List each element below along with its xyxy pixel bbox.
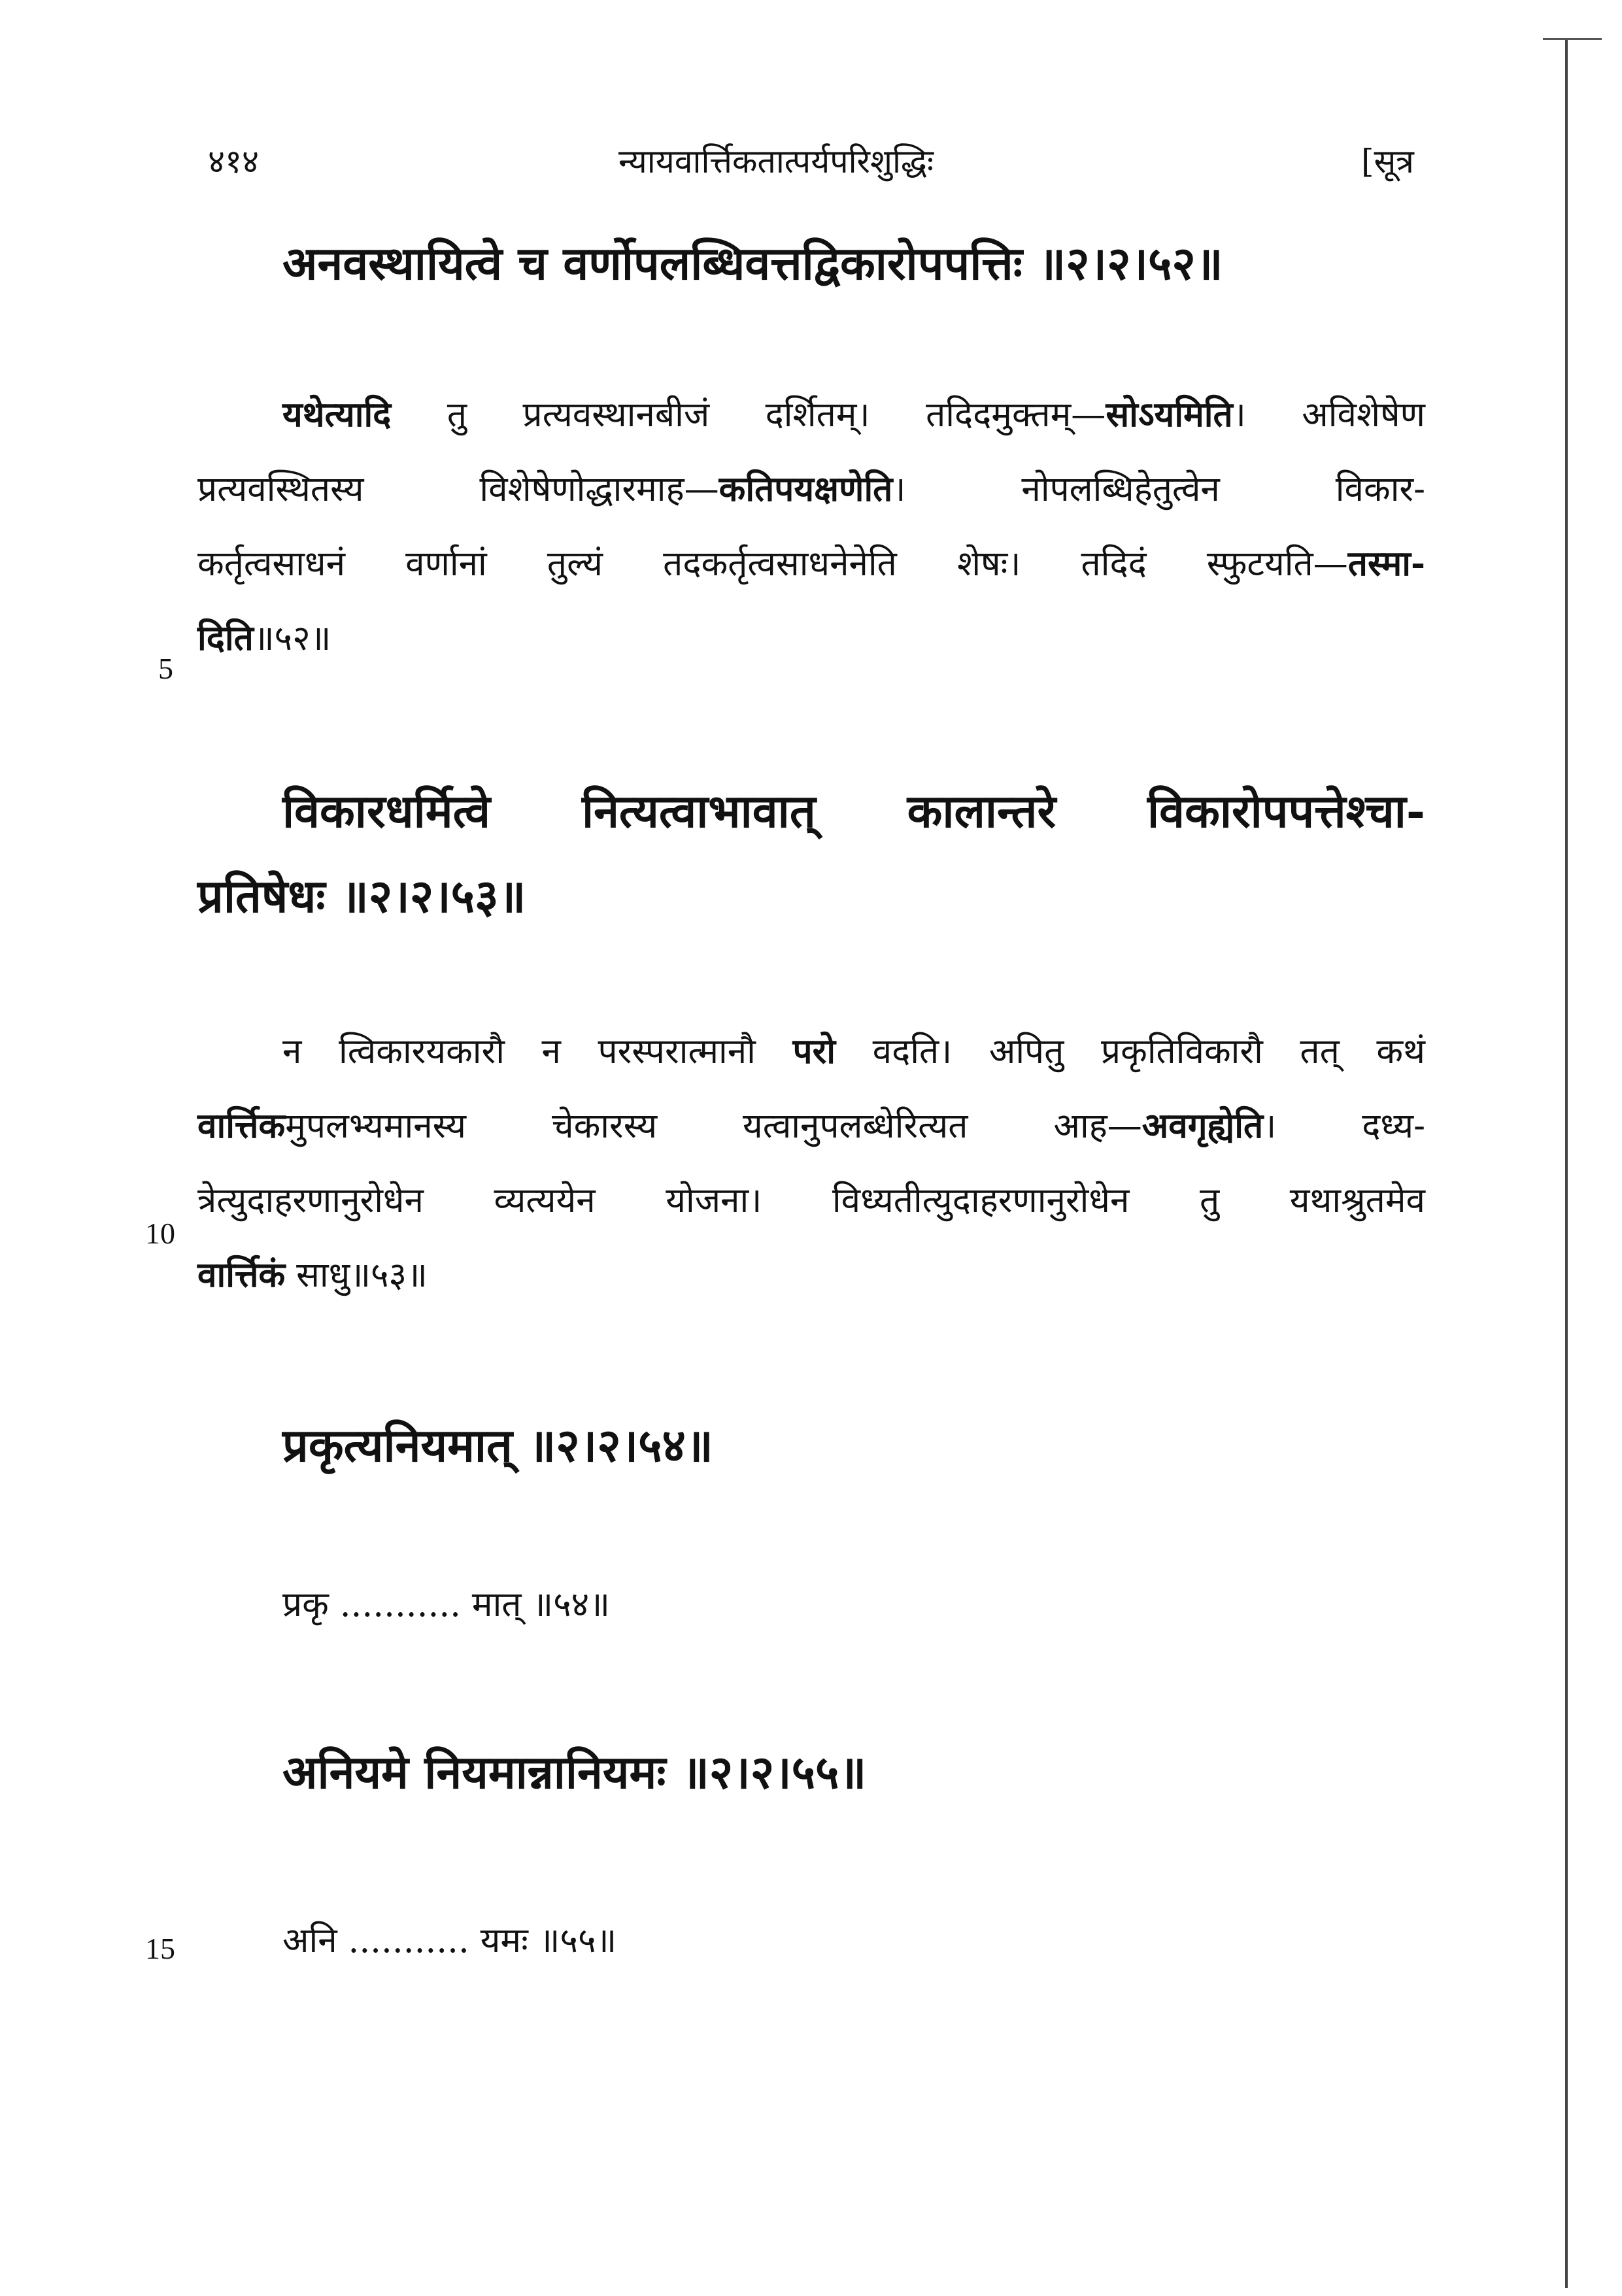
para2-line2: [197, 1106, 1425, 1146]
running-title: न्यायवार्त्तिकतात्पर्यपरिशुद्धिः: [618, 143, 934, 180]
para1-line1: [282, 394, 1425, 435]
sutra-53-heading-line2: प्रतिषेधः ॥२।२।५३॥: [197, 869, 526, 923]
text-run: । दध्य-: [1263, 1106, 1425, 1146]
page-edge-line: [1565, 39, 1568, 2288]
text-run: प्रत्यवस्थितस्य विशेषेणोद्धारमाह—: [197, 469, 719, 509]
text-run: । अविशेषेण: [1232, 395, 1425, 435]
line-number-10: 10: [145, 1217, 175, 1250]
sutra-55-heading: अनियमे नियमान्नानियमः ॥२।२।५५॥: [282, 1745, 867, 1799]
page-number: ४१४: [208, 143, 259, 180]
bold-term: वार्त्तिकं: [197, 1255, 286, 1295]
para1-line3: [197, 543, 1425, 584]
para2-line4: [197, 1255, 428, 1295]
text-run: त्रेत्युदाहरणानुरोधेन व्यत्ययेन योजना। विध्यतीत्युदाहरणानुरोधेन तु यथाश्रुतमेव: [197, 1181, 1425, 1221]
text-run: न त्विकारयकारौ न परस्परात्मानौ: [282, 1032, 793, 1072]
para1-line4: [197, 618, 331, 658]
bold-term: तस्मा-: [1347, 543, 1425, 584]
bold-term: यथेत्यादि: [282, 394, 392, 435]
text-run: साधु॥५३॥: [285, 1255, 428, 1295]
bold-term: कतिपयक्षणेति: [718, 469, 893, 509]
sutra-52-heading: अनवस्थायित्वे च वर्णोपलब्धिवत्तद्विकारोपपत्तिः ॥२।२।५२॥: [282, 236, 1223, 290]
text-run: तु प्रत्यवस्थानबीजं दर्शितम्। तदिदमुक्तम्—: [391, 395, 1106, 435]
bold-term: वार्त्तिक: [197, 1106, 286, 1146]
page-edge-top-tick: [1543, 38, 1602, 40]
line-number-5: 5: [158, 652, 173, 685]
text-run: । नोपलब्धिहेतुत्वेन विकार-: [892, 469, 1426, 509]
para1-line2: [197, 469, 1426, 509]
text-run: मुपलभ्यमानस्य चेकारस्य यत्वानुपलब्धेरित्यत आह—: [285, 1106, 1142, 1146]
para2-line3: [197, 1181, 1425, 1221]
pratika-55: अनि ........... यमः ॥५५॥: [282, 1921, 617, 1961]
text-run: ॥५२॥: [253, 618, 331, 658]
sutra-53-heading-line1: विकारधर्मित्वे नित्यत्वाभावात् कालान्तरे विकारोपपत्तेश्चा-: [282, 784, 1425, 838]
line-number-15: 15: [145, 1932, 175, 1965]
text-run: वदति। अपितु प्रकृतिविकारौ तत् कथं: [836, 1032, 1425, 1072]
pratika-54: प्रकृ ........... मात् ॥५४॥: [282, 1585, 610, 1625]
section-mark: [सूत्र: [1361, 143, 1414, 180]
sutra-54-heading: प्रकृत्यनियमात् ॥२।२।५४॥: [282, 1418, 713, 1472]
bold-term: परो: [792, 1031, 836, 1072]
bold-term: सोऽयमिति: [1106, 394, 1233, 435]
bold-term: दिति: [197, 618, 254, 658]
bold-term: अवगृह्येति: [1141, 1106, 1264, 1146]
para2-line1: [282, 1031, 1425, 1072]
text-run: कर्तृत्वसाधनं वर्णानां तुल्यं तदकर्तृत्वसाधनेनेति शेषः। तदिदं स्फुटयति—: [197, 544, 1348, 584]
